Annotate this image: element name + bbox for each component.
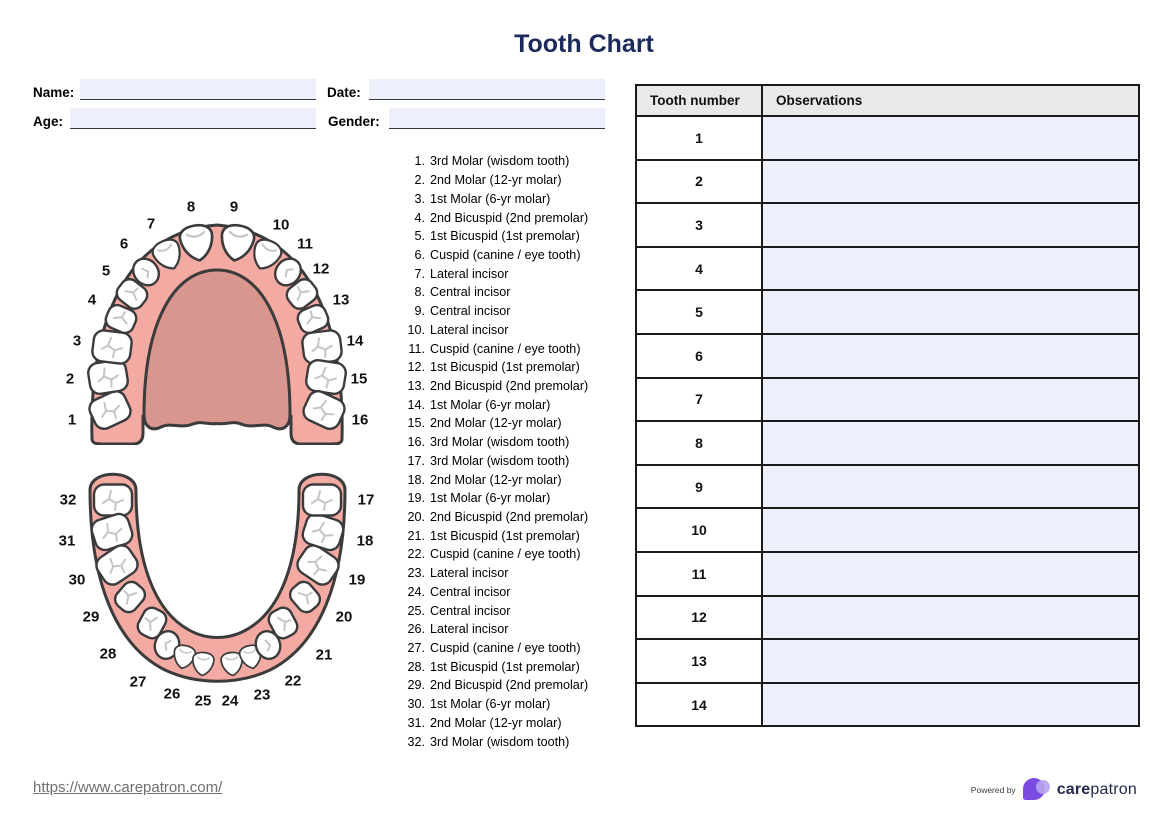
gender-label: Gender:: [328, 114, 380, 129]
tooth-list-item: [399, 283, 614, 302]
carepatron-wordmark: carepatron: [1056, 781, 1137, 798]
tooth-list-number: 18.: [407, 472, 425, 487]
tooth-list-name: 1st Molar (6-yr molar): [430, 697, 551, 712]
tooth-number-label: 18: [356, 532, 374, 550]
tooth-number-label: 8: [186, 198, 196, 216]
name-input[interactable]: [80, 79, 316, 100]
powered-by-badge: [971, 776, 1137, 804]
tooth-shape: [303, 485, 341, 516]
tooth-list-number: 1.: [414, 154, 425, 169]
tooth-list-name: Lateral incisor: [430, 622, 509, 637]
tooth-list-item: [399, 714, 614, 733]
tooth-list-item: [399, 620, 614, 639]
tooth-list-number: 27.: [407, 641, 425, 656]
tooth-number-label: 14: [346, 332, 364, 350]
observation-cell[interactable]: [762, 378, 1139, 422]
tooth-list-item: [399, 246, 614, 265]
tooth-list-number: 9.: [414, 304, 425, 319]
table-row: [636, 247, 1139, 291]
tooth-number-label: 11: [297, 235, 313, 253]
tooth-list-name: 2nd Bicuspid (2nd premolar): [430, 510, 589, 525]
tooth-list-item: [399, 564, 614, 583]
tooth-number-label: 24: [221, 692, 239, 710]
tooth-list-item: [399, 545, 614, 564]
tooth-list-number: 5.: [414, 229, 425, 244]
tooth-number-label: 31: [58, 532, 76, 550]
tooth-list-name: Central incisor: [430, 584, 511, 599]
tooth-list-item: [399, 583, 614, 602]
date-input[interactable]: [369, 79, 605, 100]
tooth-list-item: [399, 676, 614, 695]
table-row: [636, 203, 1139, 247]
tooth-list-number: 25.: [407, 603, 425, 618]
tooth-list-number: 6.: [414, 247, 425, 262]
tooth-number-label: 19: [348, 571, 366, 589]
observation-cell[interactable]: [762, 203, 1139, 247]
tooth-number-label: 13: [332, 291, 350, 309]
tooth-list-item: [399, 695, 614, 714]
tooth-list-name: 1st Bicuspid (1st premolar): [430, 659, 580, 674]
tooth-list-item: [399, 358, 614, 377]
tooth-list-number: 31.: [407, 715, 425, 730]
tooth-list-name: Cuspid (canine / eye tooth): [430, 547, 581, 562]
tooth-list-number: 32.: [407, 734, 425, 749]
tooth-list-item: [399, 264, 614, 283]
tooth-list-name: Cuspid (canine / eye tooth): [430, 247, 581, 262]
table-row: [636, 596, 1139, 640]
tooth-list-number: 20.: [407, 510, 425, 525]
gender-input[interactable]: [389, 108, 605, 129]
tooth-list-item: [399, 601, 614, 620]
tooth-shape: [91, 329, 132, 364]
observation-cell[interactable]: [762, 683, 1139, 727]
tooth-number-cell: 12: [636, 596, 762, 640]
lower-jaw-diagram: [82, 458, 350, 690]
tooth-list-item: [399, 339, 614, 358]
date-label: Date:: [327, 85, 361, 100]
tooth-number-label: 12: [312, 260, 330, 278]
tooth-list-item: [399, 189, 614, 208]
tooth-list-number: 3.: [414, 191, 425, 206]
tooth-number-cell: 4: [636, 247, 762, 291]
tooth-list-name: 1st Molar (6-yr molar): [430, 491, 551, 506]
tooth-list-item: [399, 489, 614, 508]
tooth-list-name: Lateral incisor: [430, 566, 509, 581]
tooth-list-number: 21.: [407, 528, 425, 543]
tooth-list-item: [399, 508, 614, 527]
tooth-number-cell: 14: [636, 683, 762, 727]
tooth-number-label: 30: [68, 571, 86, 589]
tooth-list-item: [399, 320, 614, 339]
tooth-list-name: Central incisor: [430, 304, 511, 319]
tooth-list-name: 2nd Bicuspid (2nd premolar): [430, 378, 589, 393]
tooth-list-number: 15.: [407, 416, 425, 431]
table-row: [636, 683, 1139, 727]
tooth-list-number: 4.: [414, 210, 425, 225]
tooth-list-name: 1st Bicuspid (1st premolar): [430, 528, 580, 543]
table-row: [636, 378, 1139, 422]
tooth-number-label: 6: [119, 235, 129, 253]
observations-header: Observations: [762, 85, 1139, 116]
table-row: [636, 508, 1139, 552]
tooth-list-item: [399, 227, 614, 246]
observation-cell[interactable]: [762, 465, 1139, 509]
tooth-list-name: 1st Molar (6-yr molar): [430, 191, 551, 206]
tooth-list-name: 2nd Molar (12-yr molar): [430, 416, 562, 431]
observation-cell[interactable]: [762, 639, 1139, 683]
tooth-list-name: Lateral incisor: [430, 322, 509, 337]
tooth-list-name: Central incisor: [430, 285, 511, 300]
tooth-list-name: 2nd Bicuspid (2nd premolar): [430, 210, 589, 225]
tooth-number-header: Tooth number: [636, 85, 762, 116]
tooth-list-number: 23.: [407, 566, 425, 581]
tooth-list-number: 11.: [408, 341, 425, 356]
tooth-list-number: 22.: [407, 547, 425, 562]
observation-cell[interactable]: [762, 247, 1139, 291]
tooth-number-label: 26: [163, 685, 181, 703]
tooth-number-label: 21: [315, 646, 333, 664]
tooth-list-number: 30.: [407, 697, 425, 712]
name-label: Name:: [33, 85, 75, 100]
tooth-list-number: 2.: [414, 173, 425, 188]
tooth-number-cell: 13: [636, 639, 762, 683]
tooth-list-name: 3rd Molar (wisdom tooth): [430, 453, 570, 468]
tooth-list-number: 17.: [407, 453, 425, 468]
observation-cell[interactable]: [762, 552, 1139, 596]
tooth-list-item: [399, 526, 614, 545]
tooth-list-item: [399, 657, 614, 676]
table-row: [636, 552, 1139, 596]
tooth-list-item: [399, 732, 614, 751]
tooth-list-name: 2nd Bicuspid (2nd premolar): [430, 678, 589, 693]
tooth-list-name: Cuspid (canine / eye tooth): [430, 341, 581, 356]
tooth-list-item: [399, 470, 614, 489]
tooth-list-item: [399, 377, 614, 396]
tooth-number-cell: 2: [636, 160, 762, 204]
tooth-number-cell: 5: [636, 290, 762, 334]
tooth-number-label: 5: [101, 262, 111, 280]
observation-cell[interactable]: [762, 421, 1139, 465]
tooth-number-label: 28: [99, 645, 117, 663]
tooth-number-label: 25: [194, 692, 212, 710]
tooth-list-name: 1st Molar (6-yr molar): [430, 397, 551, 412]
tooth-number-label: 17: [357, 491, 375, 509]
observation-cell[interactable]: [762, 334, 1139, 378]
tooth-list-number: 24.: [407, 584, 425, 599]
carepatron-logo-icon: [1023, 777, 1050, 803]
tooth-shape: [301, 329, 342, 364]
table-row: [636, 334, 1139, 378]
tooth-list-item: [399, 171, 614, 190]
tooth-list-name: 2nd Molar (12-yr molar): [430, 472, 562, 487]
tooth-list-name: Central incisor: [430, 603, 511, 618]
tooth-list-number: 13.: [407, 378, 425, 393]
observation-cell[interactable]: [762, 508, 1139, 552]
tooth-number-cell: 6: [636, 334, 762, 378]
tooth-number-label: 16: [351, 411, 369, 429]
tooth-number-label: 20: [335, 608, 353, 626]
tooth-list-name: 2nd Molar (12-yr molar): [430, 173, 562, 188]
tooth-number-label: 23: [253, 686, 271, 704]
tooth-list-number: 19.: [407, 491, 425, 506]
tooth-list-name: Lateral incisor: [430, 266, 509, 281]
observation-cell[interactable]: [762, 160, 1139, 204]
table-row: [636, 421, 1139, 465]
observation-cell[interactable]: [762, 116, 1139, 160]
table-row: [636, 639, 1139, 683]
tooth-number-cell: 1: [636, 116, 762, 160]
tooth-number-label: 27: [129, 673, 147, 691]
tooth-number-cell: 7: [636, 378, 762, 422]
tooth-list-number: 26.: [407, 622, 425, 637]
tooth-number-cell: 10: [636, 508, 762, 552]
tooth-list-number: 8.: [414, 285, 425, 300]
tooth-list-item: [399, 452, 614, 471]
tooth-list-item: [399, 152, 614, 171]
tooth-list-item: [399, 639, 614, 658]
tooth-number-label: 9: [229, 198, 239, 216]
tooth-list-name: 3rd Molar (wisdom tooth): [430, 734, 570, 749]
tooth-list-name: 1st Bicuspid (1st premolar): [430, 229, 580, 244]
tooth-number-cell: 11: [636, 552, 762, 596]
tooth-list-number: 28.: [407, 659, 425, 674]
tooth-list-number: 29.: [407, 678, 425, 693]
tooth-list-name: 3rd Molar (wisdom tooth): [430, 435, 570, 450]
tooth-shape: [94, 485, 132, 516]
table-row: [636, 160, 1139, 204]
tooth-list-number: 12.: [407, 360, 425, 375]
page-title: Tooth Chart: [514, 30, 654, 58]
tooth-number-cell: 9: [636, 465, 762, 509]
tooth-number-label: 3: [72, 332, 82, 350]
tooth-list-number: 16.: [407, 435, 425, 450]
tooth-list-name: 1st Bicuspid (1st premolar): [430, 360, 580, 375]
tooth-list-item: [399, 302, 614, 321]
table-row: [636, 465, 1139, 509]
tooth-number-cell: 3: [636, 203, 762, 247]
tooth-number-label: 22: [284, 672, 302, 690]
tooth-number-label: 32: [59, 491, 77, 509]
age-label: Age:: [33, 114, 63, 129]
tooth-number-label: 29: [82, 608, 100, 626]
tooth-list-number: 14.: [407, 397, 425, 412]
table-row: [636, 116, 1139, 160]
tooth-list-name: Cuspid (canine / eye tooth): [430, 641, 581, 656]
tooth-shape: [305, 359, 347, 396]
table-header-row: [636, 85, 1139, 116]
tooth-number-label: 15: [350, 370, 368, 388]
tooth-list-number: 10.: [407, 322, 425, 337]
tooth-list-number: 7.: [414, 266, 425, 281]
tooth-number-label: 10: [272, 216, 290, 234]
carepatron-url-link[interactable]: https://www.carepatron.com/: [33, 779, 223, 796]
observation-cell[interactable]: [762, 596, 1139, 640]
tooth-number-cell: 8: [636, 421, 762, 465]
tooth-list-item: [399, 414, 614, 433]
tooth-list-item: [399, 433, 614, 452]
tooth-number-label: 4: [87, 291, 97, 309]
observations-table: [635, 84, 1140, 727]
tooth-list-name: 3rd Molar (wisdom tooth): [430, 154, 570, 169]
tooth-list-item: [399, 395, 614, 414]
tooth-number-label: 1: [67, 411, 77, 429]
powered-by-label: Powered by: [970, 785, 1016, 795]
tooth-list-item: [399, 208, 614, 227]
observation-cell[interactable]: [762, 290, 1139, 334]
tooth-list-name: 2nd Molar (12-yr molar): [430, 715, 562, 730]
age-input[interactable]: [70, 108, 316, 129]
tooth-number-label: 2: [65, 370, 75, 388]
tooth-number-label: 7: [146, 215, 156, 233]
table-row: [636, 290, 1139, 334]
tooth-name-list: [399, 152, 614, 751]
